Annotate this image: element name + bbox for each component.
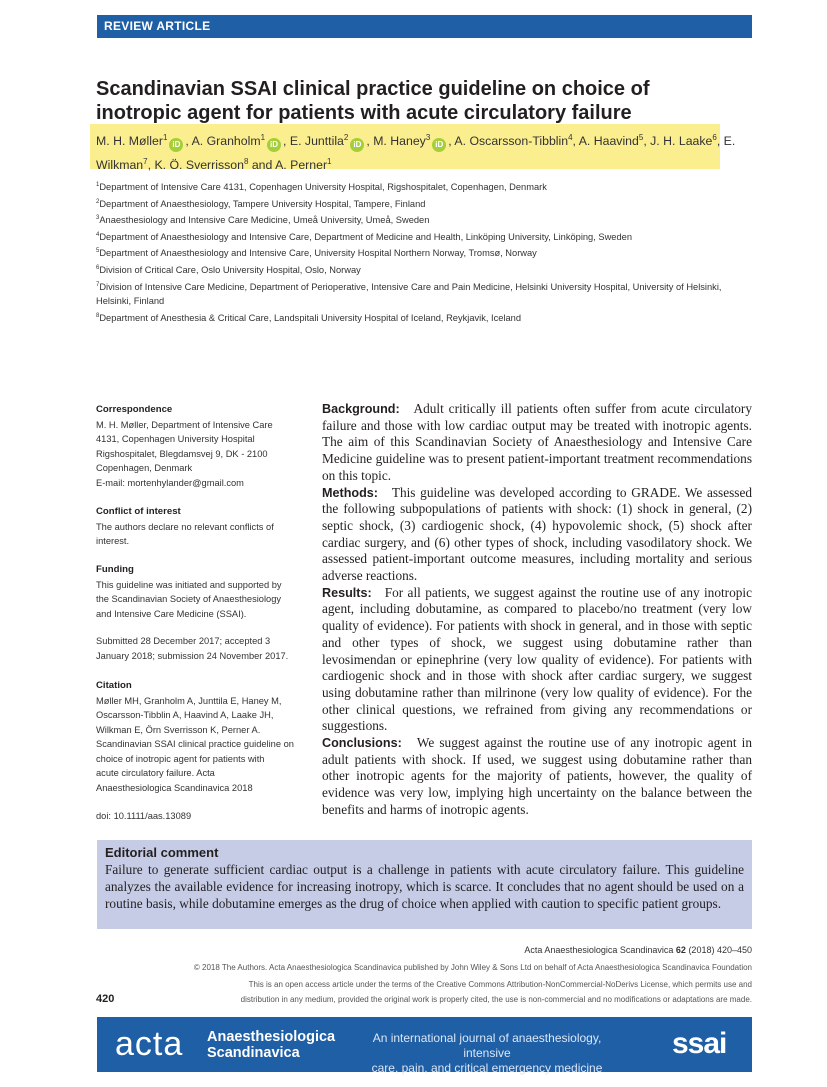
sidebar-conflict bbox=[96, 505, 311, 549]
author-name: E. Wilkman bbox=[96, 134, 736, 173]
ssai-logo: ssai bbox=[672, 1027, 727, 1060]
abstract-methods bbox=[322, 485, 752, 585]
affiliation-text: Department of Anaesthesiology, Tampere University Hospital, Tampere, Finland bbox=[99, 198, 426, 209]
title-line-1: Scandinavian SSAI clinical practice guideline on choice of bbox=[96, 78, 650, 100]
orcid-icon[interactable]: iD bbox=[350, 138, 364, 152]
journal-reference bbox=[97, 945, 752, 955]
affiliation bbox=[96, 178, 746, 195]
author bbox=[373, 134, 448, 148]
sidebar-funding bbox=[96, 563, 311, 621]
methods-label: Methods: bbox=[322, 485, 378, 500]
funding-line: the Scandinavian Society of Anaesthesiology bbox=[96, 594, 282, 604]
affiliation bbox=[96, 228, 746, 245]
abstract-results bbox=[322, 585, 752, 735]
abstract bbox=[322, 401, 752, 819]
author bbox=[579, 134, 644, 148]
author-name: K. Ö. Sverrisson bbox=[154, 158, 244, 173]
author-affiliation-number: 1 bbox=[327, 157, 332, 167]
author bbox=[192, 134, 283, 148]
abstract-background bbox=[322, 401, 752, 485]
author-name: A. Oscarsson-Tibblin bbox=[454, 134, 569, 149]
citation-line: acute circulatory failure. Acta bbox=[96, 768, 215, 778]
author-name: A. Haavind bbox=[578, 134, 639, 149]
correspondence-line: Copenhagen, Denmark bbox=[96, 463, 193, 473]
copyright-line: © 2018 The Authors. Acta Anaesthesiologica Scandinavica published by John Wiley & Sons Ltd on behalf of Acta Anaesthesiologica Scandinavica Foundation bbox=[193, 963, 752, 972]
citation-heading: Citation bbox=[96, 680, 132, 691]
author bbox=[650, 134, 717, 148]
affiliation-number: 8 bbox=[96, 312, 100, 319]
affiliation-list bbox=[96, 178, 746, 325]
author-name: A. Perner bbox=[275, 158, 328, 173]
affiliation bbox=[96, 309, 746, 326]
results-label: Results: bbox=[322, 585, 372, 600]
methods-text: This guideline was developed according to GRADE. We assessed the following subpopulations of patients with shock: (1) shock in general, (2) septic shock, (3) cardiogenic shock, (4) hypovolemic shock, (5) shock after cardiac surgery, and (6) other types of shock, including vasodilatory shock. We assessed patient-important outcome measures, including mortality and serious adverse reactions. bbox=[322, 484, 752, 584]
affiliation-number: 4 bbox=[96, 231, 100, 238]
editorial-text: Failure to generate sufficient cardiac output is a challenge in patients with acute circulatory failure. This guideline analyzes the available evidence for increasing inotropy, which is scarce. It concludes that no agent should be used on a routine basis, while dobutamine emerges as the drug of choice when applied with caution to specific patient groups. bbox=[105, 862, 744, 911]
correspondence-email[interactable]: E-mail: mortenhylander@gmail.com bbox=[96, 477, 244, 488]
funding-heading: Funding bbox=[96, 564, 134, 575]
page-number: 420 bbox=[96, 993, 115, 1005]
acta-logo: acta bbox=[115, 1025, 184, 1063]
author-affiliation-number: 1 bbox=[162, 133, 168, 142]
author-affiliation-number: 1 bbox=[260, 133, 266, 142]
affiliation-number: 1 bbox=[96, 182, 100, 188]
affiliation-number: 3 bbox=[96, 215, 100, 222]
license-line-1: This is an open access article under the terms of the Creative Commons Attribution-NonCommercial-NoDerivs License, which permits use and bbox=[248, 980, 752, 989]
orcid-icon[interactable]: iD bbox=[267, 138, 281, 152]
affiliation bbox=[96, 278, 746, 309]
orcid-icon[interactable]: iD bbox=[169, 138, 183, 152]
affiliation-text: Division of Critical Care, Oslo University Hospital, Oslo, Norway bbox=[99, 265, 361, 276]
funding-line: and Intensive Care Medicine (SSAI). bbox=[96, 608, 247, 619]
title-line-2: inotropic agent for patients with acute circulatory failure bbox=[96, 102, 632, 124]
doi-link[interactable]: doi: 10.1111/aas.13089 bbox=[96, 811, 192, 821]
citation-line: Wilkman E, Örn Sverrisson K, Perner A. bbox=[96, 724, 261, 735]
affiliation-number: 6 bbox=[96, 264, 100, 271]
conflict-line: The authors declare no relevant conflicts of bbox=[96, 521, 274, 532]
affiliation-number: 5 bbox=[96, 248, 100, 255]
author-affiliation-number: 2 bbox=[343, 133, 349, 142]
affiliation-number: 2 bbox=[96, 198, 100, 205]
author-affiliation-number: 6 bbox=[712, 133, 717, 142]
correspondence-line: Rigshospitalet, Blegdamsvej 9, DK - 2100 bbox=[96, 448, 268, 459]
author-name: E. Junttila bbox=[289, 134, 344, 149]
affiliation bbox=[96, 211, 746, 228]
author bbox=[96, 134, 185, 148]
author-name: M. H. Møller bbox=[96, 134, 163, 149]
editorial-comment-box bbox=[97, 840, 752, 929]
license-line-2: distribution in any medium, provided the original work is properly cited, the use is non-commercial and no modifications or adaptations are made. bbox=[240, 995, 752, 1004]
background-label: Background: bbox=[322, 402, 400, 416]
author-name: A. Granholm bbox=[191, 134, 261, 149]
sidebar-correspondence bbox=[96, 403, 311, 490]
article-type-banner bbox=[97, 15, 752, 38]
affiliation bbox=[96, 195, 746, 212]
affiliation-text: Department of Anaesthesiology and Intensive Care, Department of Medicine and Health, Linköping University, Linköping, Sweden bbox=[99, 231, 632, 242]
conflict-heading: Conflict of interest bbox=[96, 506, 181, 517]
journal-name-line-1: Anaesthesiologica bbox=[207, 1029, 336, 1045]
author-affiliation-number: 5 bbox=[638, 133, 644, 142]
journal-ref-suffix: (2018) 420–450 bbox=[685, 945, 752, 955]
orcid-icon[interactable]: iD bbox=[432, 138, 446, 152]
conclusions-text: We suggest against the routine use of any inotropic agent in adult patients with shock. If used, we suggest using dobutamine rather than other inotropic agents for the majority of patients, however, the quality of evidence was very low, implying high uncertainty on the balance between the benefits and harms of inotropic agents. bbox=[322, 735, 752, 817]
affiliation-text: Department of Anaesthesiology and Intensive Care, University Hospital Northern Norway, Tromsø, Norway bbox=[99, 248, 537, 259]
journal-ref-volume: 62 bbox=[675, 945, 686, 955]
author-affiliation-number: 3 bbox=[425, 133, 431, 142]
results-text: For all patients, we suggest against the routine use of any inotropic agent, including dobutamine, as compared to placebo/no treatment (very low quality of evidence). For patients with shock in general, and in those with septic and other types of shock, we suggest using dobutamine rather than levosimendan or epinephrine (very low quality of evidence). For patients with cardiogenic shock and in those with shock after cardiac surgery, we suggest using dobutamine rather than milrinone (very low quality of evidence). For the other clinical questions, we refrained from giving any recommendations or suggestions. bbox=[322, 584, 752, 734]
affiliation-text: Division of Intensive Care Medicine, Department of Perioperative, Intensive Care and Pain Medicine, Helsinki University Hospital, University of Helsinki, Helsinki, Finland bbox=[96, 281, 722, 307]
author bbox=[290, 134, 366, 148]
sidebar-submitted bbox=[96, 634, 311, 663]
article-type-label: REVIEW ARTICLE bbox=[104, 19, 211, 33]
citation-line: Scandinavian SSAI clinical practice guideline on bbox=[96, 739, 294, 749]
affiliation bbox=[96, 261, 746, 278]
submitted-line: Submitted 28 December 2017; accepted 3 bbox=[96, 636, 271, 646]
tagline-line-2: care, pain, and critical emergency medicine bbox=[371, 1061, 603, 1075]
author-affiliation-number: 8 bbox=[243, 157, 249, 167]
citation-line: Møller MH, Granholm A, Junttila E, Haney M, bbox=[96, 695, 282, 706]
article-title bbox=[96, 77, 756, 125]
author-affiliation-number: 7 bbox=[143, 157, 148, 167]
editorial-heading: Editorial comment bbox=[105, 845, 219, 860]
author-affiliation-number: 4 bbox=[568, 133, 573, 142]
author bbox=[154, 158, 248, 172]
sidebar-doi bbox=[96, 809, 311, 824]
author-name: J. H. Laake bbox=[650, 134, 713, 149]
affiliation-text: Anaesthesiology and Intensive Care Medicine, Umeå University, Umeå, Sweden bbox=[99, 215, 430, 226]
abstract-conclusions bbox=[322, 735, 752, 819]
journal-tagline bbox=[362, 1031, 612, 1076]
tagline-line-1: An international journal of anaesthesiology, intensive bbox=[372, 1031, 602, 1060]
sidebar-citation bbox=[96, 679, 311, 795]
conclusions-label: Conclusions: bbox=[322, 736, 402, 751]
author-list: M. H. Møller$^1$iD , A. Granholm$^1$iD , E. Junttila$^2$iD , M. Haney$^3$iD , A. Oscarsson-Tibblin$^4$, A. Haavind$^5$, J. H. Laake$^6$, E. Wilkman$^7$, K. Ö. Sverrisson$^8$ and A. Perner$^1$ bbox=[96, 133, 736, 173]
funding-line: This guideline was initiated and supported by bbox=[96, 579, 282, 590]
correspondence-line: 4131, Copenhagen University Hospital bbox=[96, 434, 255, 444]
journal-ref-prefix: Acta Anaesthesiologica Scandinavica bbox=[524, 945, 676, 955]
journal-name-line-2: Scandinavica bbox=[207, 1045, 300, 1061]
citation-line: Oscarsson-Tibblin A, Haavind A, Laake JH, bbox=[96, 710, 274, 720]
journal-name bbox=[207, 1029, 335, 1061]
author bbox=[275, 158, 331, 172]
conflict-line: interest. bbox=[96, 536, 130, 546]
author bbox=[454, 134, 572, 148]
affiliation bbox=[96, 244, 746, 261]
correspondence-heading: Correspondence bbox=[96, 404, 173, 415]
submitted-line: January 2018; submission 24 November 2017. bbox=[96, 650, 289, 661]
author-name: M. Haney bbox=[373, 134, 426, 149]
affiliation-text: Department of Intensive Care 4131, Copenhagen University Hospital, Rigshospitalet, Copenhagen, Denmark bbox=[99, 182, 547, 193]
affiliation-text: Department of Anesthesia & Critical Care, Landspitali University Hospital of Iceland, Reykjavik, Iceland bbox=[99, 312, 521, 323]
background-text: Adult critically ill patients often suffer from acute circulatory failure and those with low cardiac output may be treated with inotropic agents. The aim of this Scandinavian Society of Anaesthesiology and Intensive Care Medicine guideline was to present patient-important treatment recommendations on this topic. bbox=[322, 401, 752, 483]
correspondence-line: M. H. Møller, Department of Intensive Care bbox=[96, 419, 273, 430]
affiliation-number: 7 bbox=[96, 281, 100, 288]
citation-line: Anaesthesiologica Scandinavica 2018 bbox=[96, 782, 253, 793]
citation-line: choice of inotropic agent for patients with bbox=[96, 753, 265, 764]
journal-banner bbox=[97, 1017, 752, 1075]
